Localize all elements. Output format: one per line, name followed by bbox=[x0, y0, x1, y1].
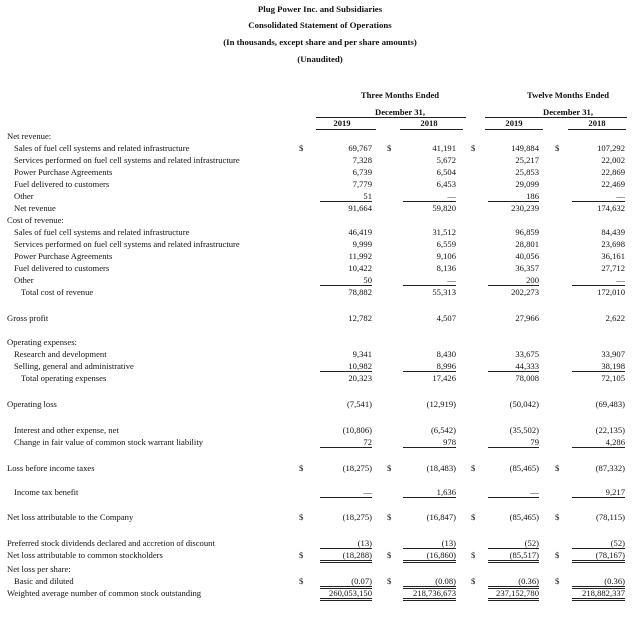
statement-row bbox=[0, 588, 640, 600]
row-value: 91,664 bbox=[348, 203, 372, 213]
row-value: 1,636 bbox=[403, 487, 456, 498]
row-value: (87,332) bbox=[595, 463, 625, 473]
row-label: Preferred stock dividends declared and accretion of discount bbox=[7, 538, 215, 548]
row-label: Basic and diluted bbox=[14, 576, 74, 586]
row-value: 7,328 bbox=[352, 155, 372, 165]
row-value: (13) bbox=[403, 538, 456, 549]
row-value: 25,217 bbox=[515, 155, 539, 165]
year-rule-2 bbox=[400, 129, 463, 130]
year-col-3: 2019 bbox=[505, 118, 523, 128]
row-label: Sales of fuel cell systems and related infrastructure bbox=[14, 227, 190, 237]
row-value: 50 bbox=[320, 275, 372, 286]
dollar-sign: $ bbox=[471, 512, 476, 522]
row-value: (16,847) bbox=[426, 512, 456, 522]
row-label: Weighted average number of common stock outstanding bbox=[7, 588, 202, 598]
row-value: 36,161 bbox=[601, 251, 625, 261]
row-value: 5,672 bbox=[436, 155, 456, 165]
row-value: 12,782 bbox=[348, 313, 372, 323]
dollar-sign: $ bbox=[471, 143, 476, 153]
three-months-period: December 31, bbox=[375, 107, 425, 117]
row-value: 7,779 bbox=[352, 179, 372, 189]
row-value: — bbox=[572, 191, 625, 202]
dollar-sign: $ bbox=[555, 463, 560, 473]
row-label: Fuel delivered to customers bbox=[14, 263, 110, 273]
row-value: 17,426 bbox=[432, 373, 456, 383]
row-value: (10,806) bbox=[342, 425, 372, 435]
units-note: (In thousands, except share and per share amounts) bbox=[223, 37, 417, 47]
row-value: (18,483) bbox=[426, 463, 456, 473]
row-value: 9,106 bbox=[436, 251, 456, 261]
statement-row bbox=[0, 263, 640, 275]
twelve-months-period: December 31, bbox=[543, 107, 593, 117]
row-value: 149,884 bbox=[511, 143, 539, 153]
year-rule-3 bbox=[485, 129, 543, 130]
row-label: Other bbox=[14, 275, 34, 285]
row-value: 107,292 bbox=[597, 143, 625, 153]
dollar-sign: $ bbox=[555, 143, 560, 153]
row-value: (78,167) bbox=[572, 550, 625, 563]
row-value: (35,502) bbox=[509, 425, 539, 435]
dollar-sign: $ bbox=[387, 512, 392, 522]
row-value: — bbox=[320, 487, 372, 498]
twelve-months-header: Twelve Months Ended bbox=[527, 90, 609, 100]
statement-row bbox=[0, 131, 640, 143]
row-value: 202,273 bbox=[511, 287, 539, 297]
statement-row bbox=[0, 349, 640, 361]
row-value: 172,010 bbox=[597, 287, 625, 297]
statement-row bbox=[0, 143, 640, 155]
dollar-sign: $ bbox=[387, 463, 392, 473]
row-value: 25,853 bbox=[515, 167, 539, 177]
unaudited-note: (Unaudited) bbox=[297, 54, 343, 64]
row-value: (18,288) bbox=[320, 550, 372, 563]
statement-row bbox=[0, 564, 640, 576]
row-value: 55,313 bbox=[432, 287, 456, 297]
row-label: Total cost of revenue bbox=[21, 287, 94, 297]
row-value: (78,115) bbox=[595, 512, 625, 522]
row-value: 31,512 bbox=[432, 227, 456, 237]
statement-row bbox=[0, 167, 640, 179]
dollar-sign: $ bbox=[387, 550, 392, 560]
row-value: 79 bbox=[488, 437, 539, 448]
row-label: Net loss attributable to common stockholders bbox=[7, 550, 163, 560]
row-value: (0.07) bbox=[320, 576, 372, 589]
row-value: 10,982 bbox=[320, 361, 372, 372]
row-value: (16,860) bbox=[403, 550, 456, 563]
statement-row bbox=[0, 239, 640, 251]
row-label: Fuel delivered to customers bbox=[14, 179, 110, 189]
row-label: Services performed on fuel cell systems and related infrastructure bbox=[14, 155, 240, 165]
row-label: Interest and other expense, net bbox=[14, 425, 119, 435]
row-value: 218,882,337 bbox=[572, 588, 625, 601]
row-value: 8,430 bbox=[436, 349, 456, 359]
row-label: Research and development bbox=[14, 349, 107, 359]
row-value: (18,275) bbox=[342, 463, 372, 473]
row-label: Loss before income taxes bbox=[7, 463, 95, 473]
row-label: Net revenue: bbox=[7, 131, 52, 141]
row-value: (0.36) bbox=[488, 576, 539, 589]
row-value: 4,507 bbox=[436, 313, 456, 323]
row-value: (52) bbox=[572, 538, 625, 549]
row-value: 218,736,673 bbox=[403, 588, 456, 601]
row-value: 237,152,780 bbox=[488, 588, 539, 601]
row-value: (85,465) bbox=[509, 512, 539, 522]
row-label: Power Purchase Agreements bbox=[14, 167, 113, 177]
row-value: (0.08) bbox=[403, 576, 456, 589]
statement-row bbox=[0, 399, 640, 411]
row-value: 28,801 bbox=[515, 239, 539, 249]
row-value: 78,882 bbox=[348, 287, 372, 297]
row-value: 72,105 bbox=[601, 373, 625, 383]
row-value: 9,999 bbox=[352, 239, 372, 249]
statement-row bbox=[0, 437, 640, 449]
row-value: 186 bbox=[488, 191, 539, 202]
statement-row bbox=[0, 287, 640, 299]
row-value: — bbox=[403, 275, 456, 286]
row-value: 23,698 bbox=[601, 239, 625, 249]
row-label: Power Purchase Agreements bbox=[14, 251, 113, 261]
row-label: Selling, general and administrative bbox=[14, 361, 134, 371]
company-name: Plug Power Inc. and Subsidiaries bbox=[257, 4, 383, 14]
row-value: 20,323 bbox=[348, 373, 372, 383]
statement-row bbox=[0, 361, 640, 373]
statement-row bbox=[0, 275, 640, 287]
dollar-sign: $ bbox=[471, 463, 476, 473]
row-label: Total operating expenses bbox=[21, 373, 107, 383]
row-value: 59,820 bbox=[432, 203, 456, 213]
dollar-sign: $ bbox=[387, 143, 392, 153]
row-value: 51 bbox=[320, 191, 372, 202]
row-label: Sales of fuel cell systems and related infrastructure bbox=[14, 143, 190, 153]
statement-row bbox=[0, 425, 640, 437]
row-label: Other bbox=[14, 191, 34, 201]
row-value: (12,919) bbox=[426, 399, 456, 409]
row-value: 978 bbox=[403, 437, 456, 448]
row-value: 6,453 bbox=[436, 179, 456, 189]
row-value: (52) bbox=[488, 538, 539, 549]
row-label: Services performed on fuel cell systems and related infrastructure bbox=[14, 239, 240, 249]
dollar-sign: $ bbox=[555, 576, 560, 586]
statement-row bbox=[0, 373, 640, 385]
row-value: 41,191 bbox=[432, 143, 456, 153]
row-value: 96,859 bbox=[515, 227, 539, 237]
row-value: (50,042) bbox=[509, 399, 539, 409]
row-value: 230,239 bbox=[511, 203, 539, 213]
row-label: Operating expenses: bbox=[7, 337, 77, 347]
statement-row bbox=[0, 191, 640, 203]
row-value: (22,135) bbox=[595, 425, 625, 435]
row-value: 84,439 bbox=[601, 227, 625, 237]
row-value: (0.36) bbox=[572, 576, 625, 589]
row-value: 69,767 bbox=[348, 143, 372, 153]
statement-row bbox=[0, 538, 640, 550]
year-rule-1 bbox=[316, 129, 376, 130]
row-value: 38,198 bbox=[572, 361, 625, 372]
statement-row bbox=[0, 512, 640, 524]
statement-row bbox=[0, 179, 640, 191]
statement-row bbox=[0, 203, 640, 215]
row-value: 9,217 bbox=[572, 487, 625, 498]
dollar-sign: $ bbox=[471, 576, 476, 586]
year-col-2: 2018 bbox=[420, 118, 438, 128]
row-value: (18,275) bbox=[342, 512, 372, 522]
dollar-sign: $ bbox=[299, 143, 304, 153]
row-label: Change in fair value of common stock warrant liability bbox=[14, 437, 204, 447]
row-value: 29,099 bbox=[515, 179, 539, 189]
dollar-sign: $ bbox=[555, 512, 560, 522]
dollar-sign: $ bbox=[387, 576, 392, 586]
statement-row bbox=[0, 251, 640, 263]
row-value: 260,053,150 bbox=[320, 588, 372, 601]
year-col-4: 2018 bbox=[588, 118, 606, 128]
three-months-header: Three Months Ended bbox=[360, 90, 440, 100]
row-value: 33,907 bbox=[601, 349, 625, 359]
row-value: 22,469 bbox=[601, 179, 625, 189]
statement-row bbox=[0, 487, 640, 499]
row-label: Net loss per share: bbox=[7, 564, 71, 574]
row-value: 44,333 bbox=[488, 361, 539, 372]
row-value: 27,966 bbox=[515, 313, 539, 323]
row-label: Cost of revenue: bbox=[7, 215, 64, 225]
row-value: 2,622 bbox=[605, 313, 625, 323]
row-label: Net revenue bbox=[14, 203, 56, 213]
statement-row bbox=[0, 463, 640, 475]
row-value: 174,632 bbox=[597, 203, 625, 213]
statement-title: Consolidated Statement of Operations bbox=[248, 20, 392, 30]
row-value: 9,341 bbox=[352, 349, 372, 359]
row-value: — bbox=[488, 487, 539, 498]
row-value: 40,056 bbox=[515, 251, 539, 261]
row-value: 10,422 bbox=[348, 263, 372, 273]
row-value: 36,357 bbox=[515, 263, 539, 273]
dollar-sign: $ bbox=[299, 550, 304, 560]
year-col-1: 2019 bbox=[333, 118, 351, 128]
row-value: 33,675 bbox=[515, 349, 539, 359]
row-value: 200 bbox=[488, 275, 539, 286]
dollar-sign: $ bbox=[299, 463, 304, 473]
row-value: 72 bbox=[320, 437, 372, 448]
row-value: 8,996 bbox=[403, 361, 456, 372]
row-label: Operating loss bbox=[7, 399, 57, 409]
statement-row bbox=[0, 227, 640, 239]
row-value: (7,541) bbox=[346, 399, 372, 409]
statement-row bbox=[0, 215, 640, 227]
statement-row bbox=[0, 337, 640, 349]
row-value: 8,136 bbox=[436, 263, 456, 273]
row-label: Income tax benefit bbox=[14, 487, 79, 497]
row-value: 11,992 bbox=[348, 251, 372, 261]
row-value: 6,504 bbox=[436, 167, 456, 177]
row-value: (6,542) bbox=[430, 425, 456, 435]
statement-row bbox=[0, 576, 640, 588]
dollar-sign: $ bbox=[471, 550, 476, 560]
dollar-sign: $ bbox=[299, 576, 304, 586]
row-value: 46,419 bbox=[348, 227, 372, 237]
statement-row bbox=[0, 550, 640, 562]
row-value: 22,002 bbox=[601, 155, 625, 165]
statement-row bbox=[0, 313, 640, 325]
row-label: Net loss attributable to the Company bbox=[7, 512, 134, 522]
dollar-sign: $ bbox=[555, 550, 560, 560]
row-value: (69,483) bbox=[595, 399, 625, 409]
dollar-sign: $ bbox=[299, 512, 304, 522]
row-value: — bbox=[403, 191, 456, 202]
row-value: (85,465) bbox=[509, 463, 539, 473]
row-value: 22,869 bbox=[601, 167, 625, 177]
row-value: 78,008 bbox=[515, 373, 539, 383]
row-value: 4,286 bbox=[572, 437, 625, 448]
row-label: Gross profit bbox=[7, 313, 49, 323]
row-value: 6,739 bbox=[352, 167, 372, 177]
year-rule-4 bbox=[568, 129, 626, 130]
row-value: 6,559 bbox=[436, 239, 456, 249]
row-value: — bbox=[572, 275, 625, 286]
row-value: 27,712 bbox=[601, 263, 625, 273]
row-value: (13) bbox=[320, 538, 372, 549]
row-value: (85,517) bbox=[488, 550, 539, 563]
statement-row bbox=[0, 155, 640, 167]
